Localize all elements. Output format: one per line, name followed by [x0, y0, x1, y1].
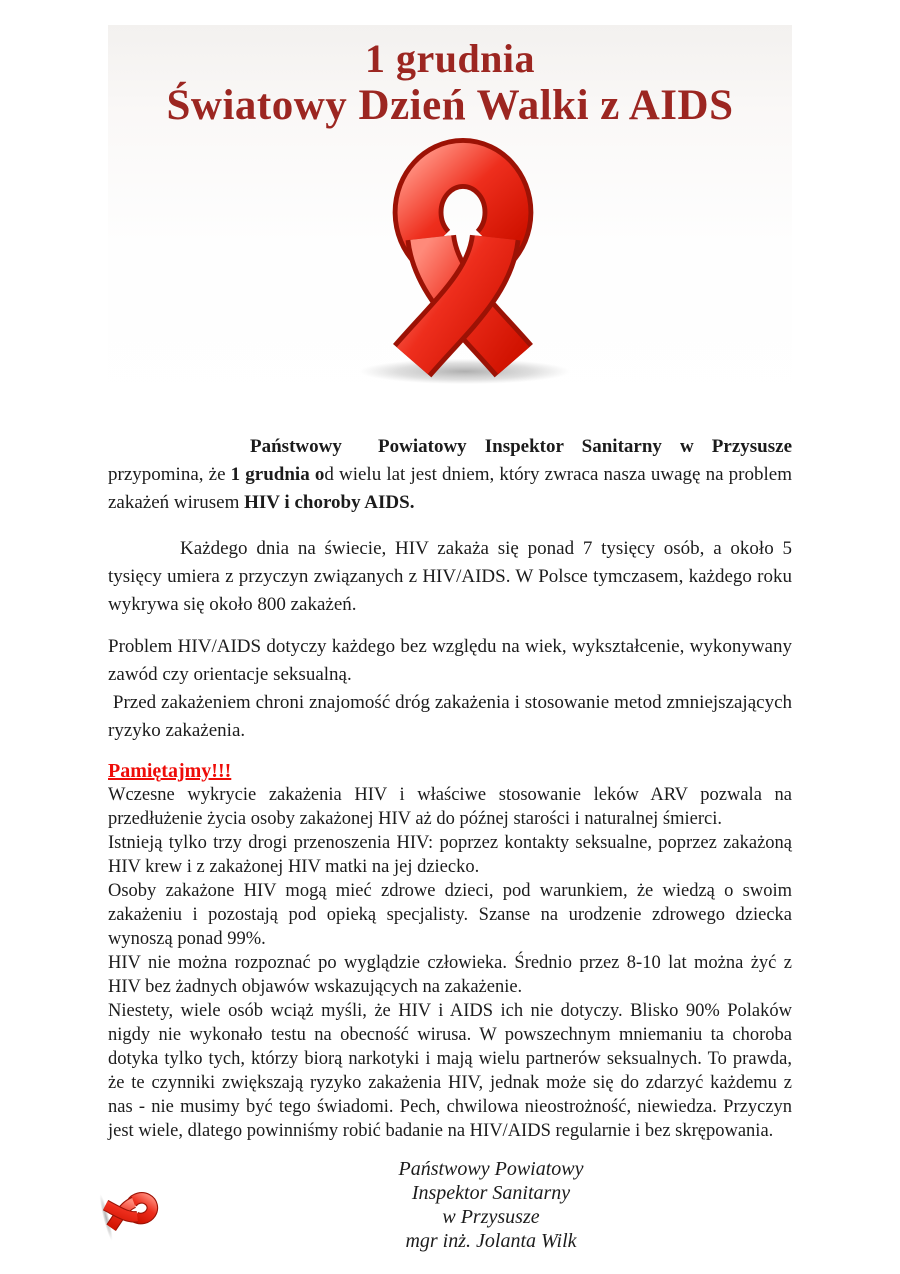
- signature-block: Państwowy Powiatowy Inspektor Sanitarny w Przysusze mgr inż. Jolanta Wilk: [398, 1158, 584, 1252]
- reminder-paragraph: Wczesne wykrycie zakażenia HIV i właściwe stosowanie leków ARV pozwala na przedłużenie życia osoby zakażonej HIV aż do późnej starości i naturalnej śmierci.: [108, 785, 797, 829]
- statistics-paragraph: Każdego dnia na świecie, HIV zakaża się ponad 7 tysięcy osób, a około 5 tysięcy umiera z przyczyn związanych z HIV/AIDS. W Polsce tymczasem, każdego roku wykrywa się około 800 zakażeń.: [108, 538, 797, 615]
- reminder-paragraph: HIV nie można rozpoznać po wyglądzie człowieka. Średnio przez 8-10 lat można żyć z HIV bez żadnych objawów wskazujących na zakażenie.: [108, 953, 797, 997]
- page-title-event: Światowy Dzień Walki z AIDS: [166, 81, 734, 129]
- reminder-paragraph: Niestety, wiele osób wciąż myśli, że HIV i AIDS ich nie dotyczy. Blisko 90% Polaków nigdy nie wykonało testu na obecność wirusa. W powszechnym mniemaniu ta choroba dotyka tylko tych, którzy biorą narkotyki i mają wielu partnerów seksualnych. To prawda, że te czynniki zwiększają ryzyko zakażenia HIV, jednak może się do zdarzyć każdemu z nas - nie musimy być tego świadomi. Pech, chwilowa nieostrożność, niewiedza. Przyczyn jest wiele, dlatego powinniśmy robić badanie na HIV/AIDS regularnie i bez skrępowania.: [108, 1001, 797, 1141]
- reminder-paragraph: Istnieją tylko trzy drogi przenoszenia HIV: poprzez kontakty seksualne, poprzez zakażoną HIV krew i z zakażonej HIV matki na jej dziecko.: [108, 833, 797, 877]
- reminder-heading: Pamiętajmy!!!: [108, 760, 232, 782]
- document-body: [108, 433, 797, 1253]
- header-banner-image: [108, 25, 792, 431]
- small-red-ribbon-icon: [95, 1177, 165, 1245]
- reminder-section: [108, 783, 797, 1143]
- reminder-paragraph: Osoby zakażone HIV mogą mieć zdrowe dzieci, pod warunkiem, że wiedzą o swoim zakażeniu i pozostają pod opieką specjalisty. Szanse na urodzenie zdrowego dziecka wynoszą ponad 99%.: [108, 881, 797, 949]
- problem-paragraph: Problem HIV/AIDS dotyczy każdego bez względu na wiek, wykształcenie, wykonywany zawód czy orientacje seksualną. Przed zakażeniem chroni znajomość dróg zakażenia i stosowanie metod zmniejszających ryzyko zakażenia.: [108, 636, 797, 741]
- intro-paragraph: Państwowy Powiatowy Inspektor Sanitarny w Przysusze przypomina, że 1 grudnia od wielu lat jest dniem, który zwraca nasza uwagę na problem zakażeń wirusem HIV i choroby AIDS.: [108, 436, 797, 513]
- aids-ribbon-icon: [340, 136, 586, 390]
- footer-ribbon-logo: [102, 1182, 164, 1238]
- page-title-date: 1 grudnia: [364, 36, 536, 81]
